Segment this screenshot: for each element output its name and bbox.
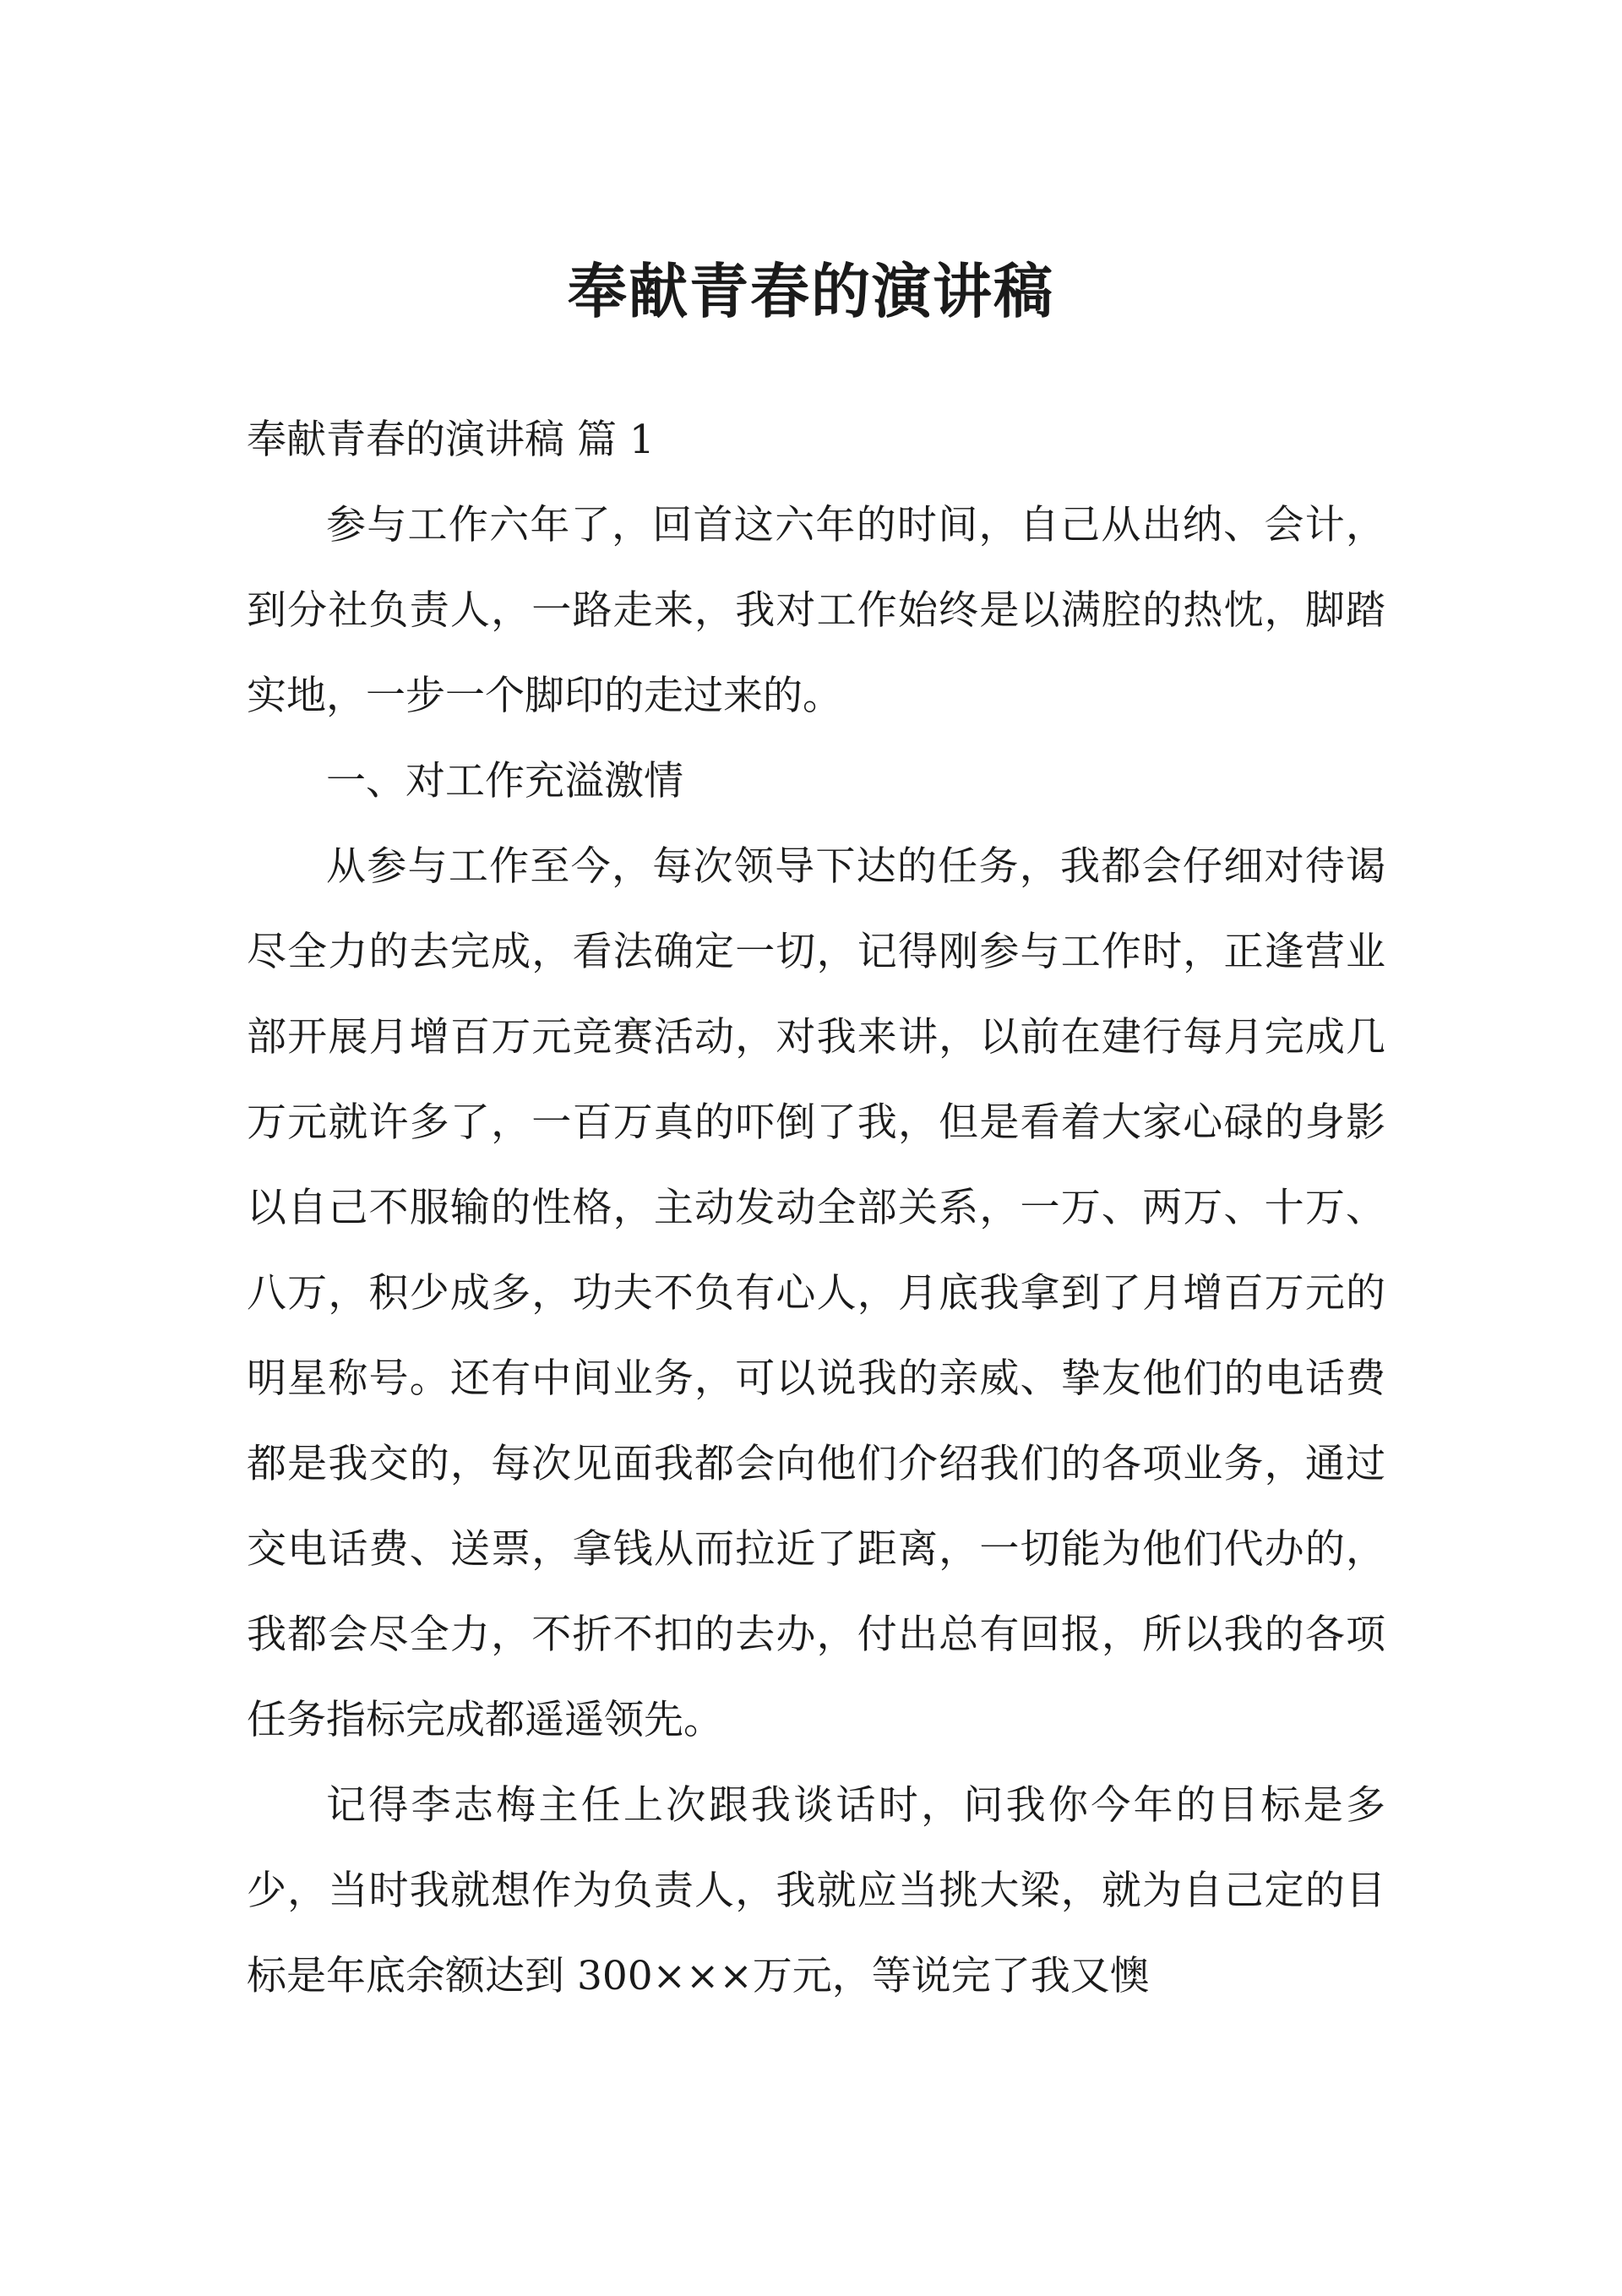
paragraph: 参与工作六年了，回首这六年的时间，自己从出纳、会计，到分社负责人，一路走来，我对工作始终是以满腔的热忱，脚踏实地，一步一个脚印的走过来的。 <box>247 502 1385 719</box>
document-body <box>247 397 1385 2019</box>
paragraph: 一、对工作充溢激情 <box>326 758 683 804</box>
paragraph: 从参与工作至今，每次领导下达的任务，我都会仔细对待谒尽全力的去完成，看法确定一切，记得刚参与工作时，正逢营业部开展月增百万元竞赛活动，对我来讲，以前在建行每月完成几万元就许多了，一百万真的吓倒了我，但是看着大家心碌的身影以自己不服输的性格，主动发动全部关系，一万、两万、十万、八万，积少成多，功夫不负有心人，月底我拿到了月增百万元的明星称号。还有中间业务，可以说我的亲威、挚友他们的电话费都是我交的，每次见面我都会向他们介绍我们的各项业务，通过交电话费、送票，拿钱从而拉近了距离，一切能为他们代办的，我都会尽全力，不折不扣的去办，付出总有回报，所以我的各项任务指标完成都遥遥领先。 <box>247 843 1385 1743</box>
section-heading: 奉献青春的演讲稿 篇 1 <box>247 417 655 463</box>
paragraph: 记得李志梅主任上次跟我谈话时，问我你今年的目标是多少，当时我就想作为负责人，我就应当挑大梁，就为自己定的目标是年底余额达到 300×××万元，等说完了我又懊 <box>247 1782 1385 1999</box>
document-title: 奉献青春的演讲稿 <box>568 256 1054 326</box>
